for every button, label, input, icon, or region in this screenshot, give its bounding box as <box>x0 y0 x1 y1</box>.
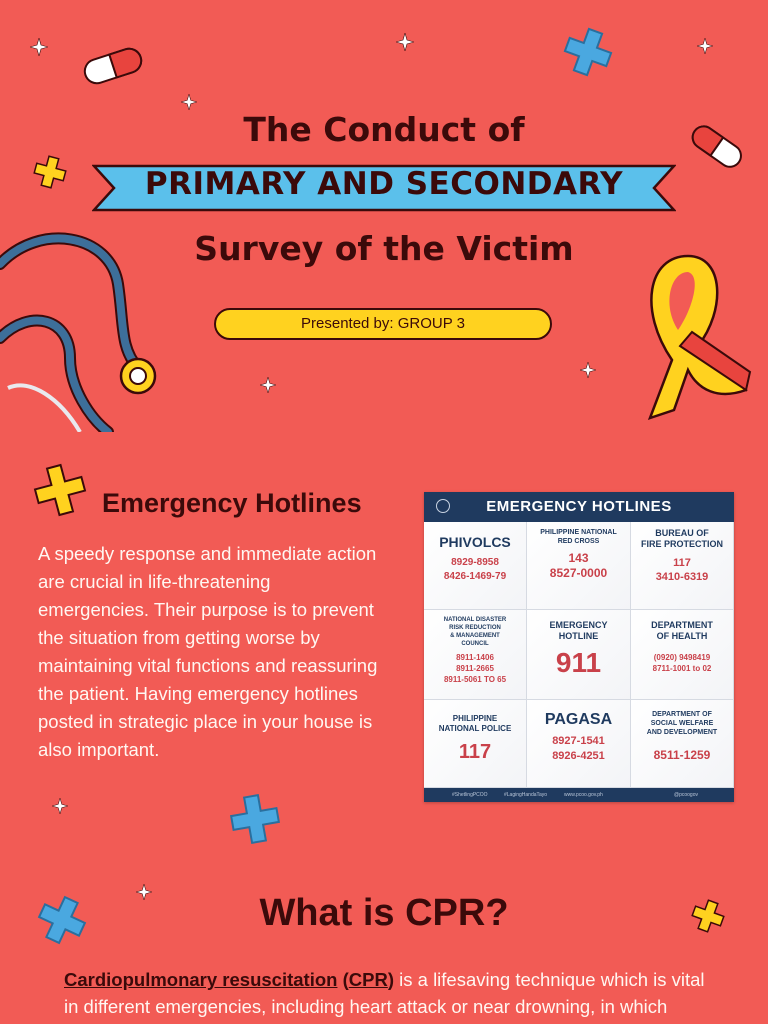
seal-icon <box>436 499 450 513</box>
title-ribbon-text: PRIMARY AND SECONDARY <box>144 166 624 202</box>
cpr-term: Cardiopulmonary resuscitation <box>64 969 338 990</box>
cross-icon <box>226 790 284 848</box>
hotline-name: PHILIPPINE NATIONAL RED CROSS <box>540 529 617 545</box>
poster-tag: www.pcoo.gov.ph <box>564 792 603 798</box>
hotline-cell <box>527 522 631 610</box>
hotline-number: (0920) 9498419 8711-1001 to 02 <box>652 653 712 673</box>
sparkle-icon <box>396 33 414 51</box>
sparkle-icon <box>181 94 197 110</box>
hotline-number: 911 <box>555 647 602 678</box>
cross-icon <box>32 154 68 190</box>
sparkle-icon <box>580 362 596 378</box>
hotline-name: NATIONAL DISASTER RISK REDUCTION & MANAGEMENT COUNCIL <box>443 617 507 647</box>
hotline-cell <box>631 700 734 788</box>
sparkle-icon <box>697 38 713 54</box>
poster-tag: #LagingHandaTayo <box>504 792 548 798</box>
title-line-1: The Conduct of <box>243 110 525 149</box>
hotline-number: 8911-1406 8911-2665 8911-5061 TO 65 <box>443 653 507 684</box>
hotline-cell <box>631 522 734 610</box>
cpr-heading: What is CPR? <box>259 892 509 934</box>
hotline-name: BUREAU OF FIRE PROTECTION <box>640 528 723 549</box>
poster-footer <box>424 788 734 802</box>
hotlines-paragraph: A speedy response and immediate action are crucial in life-threatening emergencies. Their purpose is to prevent the situation from getting worse by maintaining vital functions and reassuring the patient. Having emergency hotlines posted in strategic place in your house is also important. <box>38 543 378 760</box>
hotline-number: 143 8527-0000 <box>549 551 608 580</box>
hotline-name: DEPARTMENT OF HEALTH <box>651 620 713 641</box>
cross-icon <box>560 24 616 80</box>
poster-tag: #ShetlingPCOO <box>452 792 488 798</box>
cpr-paragraph: Cardiopulmonary resuscitation (CPR) is a lifesaving technique which is vital in different emergencies, including heart attack or near drowning, in which <box>64 969 705 1017</box>
poster-grid <box>424 522 734 788</box>
poster-tag: @pcoogov <box>674 792 698 798</box>
presenter-pill: Presented by: GROUP 3 <box>214 308 552 340</box>
hotline-number: 117 <box>458 741 492 763</box>
hotline-cell <box>527 610 631 700</box>
title-line-3: Survey of the Victim <box>194 229 574 268</box>
hotline-name: PHIVOLCS <box>439 534 511 550</box>
sparkle-icon <box>52 798 68 814</box>
cross-icon <box>30 460 90 520</box>
poster-header <box>424 492 734 522</box>
pill-icon <box>78 42 148 90</box>
hotline-cell <box>424 700 527 788</box>
sparkle-icon <box>260 377 276 393</box>
hotlines-poster <box>424 492 734 802</box>
hotline-number: 8511-1259 <box>653 748 711 762</box>
cpr-abbr: CPR <box>348 969 388 990</box>
poster-title: EMERGENCY HOTLINES <box>486 498 672 515</box>
hotline-number: 117 3410-6319 <box>655 557 709 583</box>
cpr-text: is a lifesaving technique which is vital in different emergencies, including heart attack or near drowning, in which <box>64 969 705 1017</box>
hotline-cell <box>631 610 734 700</box>
hotline-number: 8927-1541 8926-4251 <box>552 735 605 762</box>
hotline-cell <box>527 700 631 788</box>
sparkle-icon <box>30 38 48 56</box>
hotline-name: EMERGENCY HOTLINE <box>549 620 608 641</box>
hotlines-heading: Emergency Hotlines <box>102 488 362 518</box>
hotline-name: DEPARTMENT OF SOCIAL WELFARE AND DEVELOPMENT <box>646 711 718 736</box>
hotline-number: 8929-8958 8426-1469-79 <box>443 557 507 582</box>
awareness-ribbon-icon <box>628 250 754 422</box>
hotline-name: PHILIPPINE NATIONAL POLICE <box>438 714 512 733</box>
hotline-name: PAGASA <box>544 711 613 728</box>
hotline-cell <box>424 522 527 610</box>
hotline-cell <box>424 610 527 700</box>
